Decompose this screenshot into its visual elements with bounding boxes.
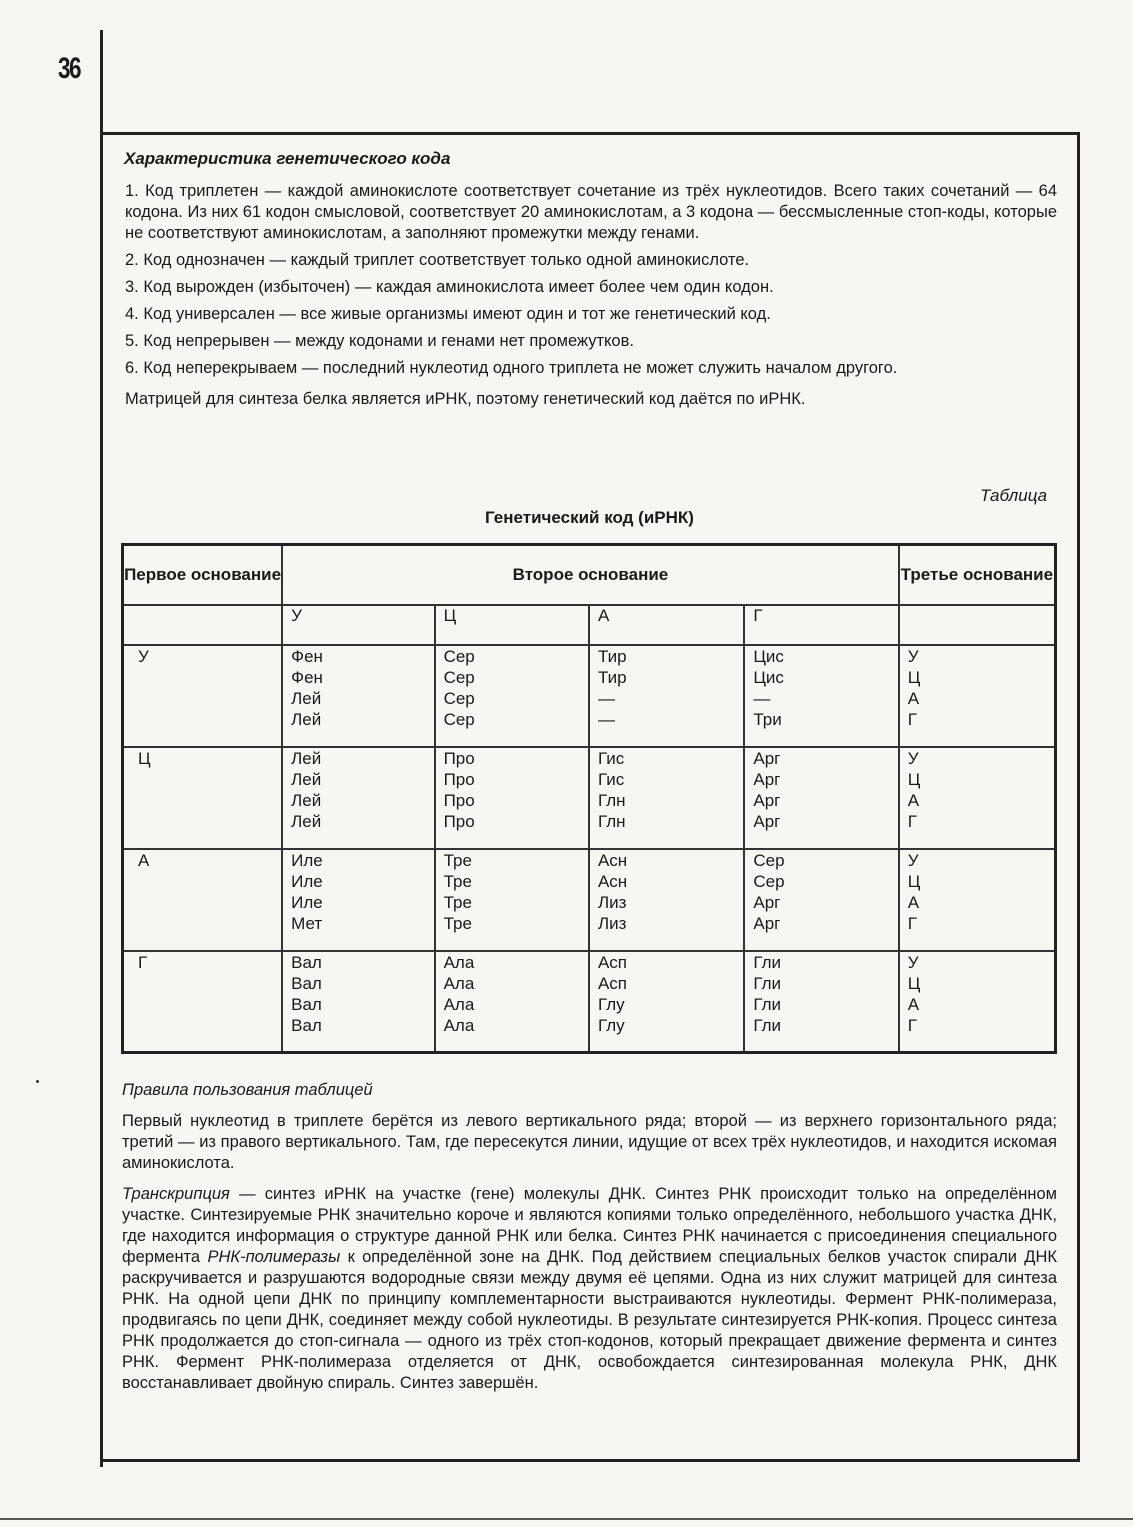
amino-acid: Глу [597, 1015, 625, 1035]
amino-acid-cell-u [282, 747, 434, 849]
first-base-cell: Г [123, 951, 283, 1053]
amino-acid: Гли [753, 994, 782, 1014]
first-base-cell: А [123, 849, 283, 951]
amino-acid: Тре [443, 871, 472, 891]
table-title: Генетический код (иРНК) [485, 508, 694, 527]
third-base: У [907, 850, 919, 870]
amino-acid: Ала [443, 952, 475, 972]
amino-acid: Мет [291, 913, 323, 933]
amino-acid: Сер [753, 850, 785, 870]
amino-acid: Лиз [597, 892, 627, 912]
third-base: Г [907, 1015, 917, 1035]
amino-acid: Лей [291, 748, 322, 768]
second-base-row [123, 605, 1056, 645]
third-base-cell [899, 747, 1056, 849]
table-row [123, 849, 1056, 951]
amino-acid: — [597, 688, 615, 708]
second-base-g: Г [744, 605, 898, 645]
amino-acid: Гли [753, 1015, 782, 1035]
amino-acid: Цис [753, 667, 784, 687]
amino-acid-cell-a [589, 645, 744, 747]
amino-acid: Тре [443, 850, 472, 870]
amino-acid: Про [443, 748, 475, 768]
second-base-c: Ц [435, 605, 589, 645]
header-second-base: Второе основание [282, 545, 899, 605]
table-header-row [123, 545, 1056, 605]
amino-acid-cell-a [589, 951, 744, 1053]
amino-acid: Асп [597, 973, 628, 993]
amino-acid: Сер [443, 709, 475, 729]
empty-cell [123, 605, 283, 645]
property-4: 4. Код универсален — все живые организмы имеют один и тот же генетический код. [125, 305, 771, 323]
rules-title: Правила пользования таблицей [122, 1081, 373, 1099]
amino-acid: Вал [291, 1015, 322, 1035]
amino-acid-cell-u [282, 645, 434, 747]
property-1: 1. Код триплетен — каждой аминокислоте соответствует сочетание из трёх нуклеотидов. Всего таких сочетаний — 64 кодона. Из них 61 кодон смысловой, соответствует 20 аминокислотам, а 3 кодона — бессмысленные стоп-коды, которые не соответствуют аминокислотам, а заполняют промежутки между генами. [125, 182, 1057, 242]
table-row [123, 747, 1056, 849]
amino-acid: Лей [291, 811, 322, 831]
third-base: Ц [907, 871, 921, 891]
property-5: 5. Код непрерывен — между кодонами и генами нет промежутков. [125, 332, 634, 350]
amino-acid-cell-u [282, 849, 434, 951]
third-base: Г [907, 709, 917, 729]
amino-acid: Фен [291, 667, 323, 687]
amino-acid: Арг [753, 811, 781, 831]
characteristics-section [122, 148, 1057, 410]
third-base: Ц [907, 973, 921, 993]
empty-cell [899, 605, 1056, 645]
amino-acid-cell-g [744, 849, 898, 951]
third-base-cell [899, 951, 1056, 1053]
table-row [123, 645, 1056, 747]
table-row [123, 951, 1056, 1053]
amino-acid: Арг [753, 913, 781, 933]
amino-acid: Вал [291, 952, 322, 972]
third-base: Ц [907, 667, 921, 687]
amino-acid: Вал [291, 973, 322, 993]
amino-acid: Лей [291, 688, 322, 708]
genetic-code-table [121, 543, 1057, 1054]
amino-acid: Асп [597, 952, 628, 972]
transcription-text-2: к определённой зоне на ДНК. Под действием специальных белков участок спирали ДНК раскручивается и разрушаются водородные связи между двумя её цепями. Одна из них служит матрицей для синтеза РНК. На одной цепи ДНК по принципу комплементарности выстраиваются нуклеотиды. Фермент РНК-полимераза, продвигаясь по цепи ДНК, соединяет между собой нуклеотиды. В результате синтезируется РНК-копия. Процесс синтеза РНК продолжается до стоп-сигнала — одного из трёх стоп-кодонов, который прекращает движение фермента и синтез РНК. Фермент РНК-полимераза отделяется от ДНК, освобождается синтезированная молекула РНК, ДНК восстанавливает двойную спираль. Синтез завершён. [122, 1248, 1057, 1392]
amino-acid: — [597, 709, 615, 729]
amino-acid: Про [443, 769, 475, 789]
amino-acid-cell-g [744, 951, 898, 1053]
amino-acid: Тир [597, 667, 627, 687]
amino-acid-cell-c [435, 645, 589, 747]
amino-acid: Арг [753, 769, 781, 789]
first-base-cell: У [123, 645, 283, 747]
property-6: 6. Код неперекрываем — последний нуклеотид одного триплета не может служить началом другого. [125, 359, 898, 377]
amino-acid: Глн [597, 811, 626, 831]
scan-speck [36, 1080, 39, 1083]
header-third-base: Третье основание [899, 545, 1056, 605]
third-base-cell [899, 645, 1056, 747]
amino-acid: Гли [753, 973, 782, 993]
table-body [123, 645, 1056, 1053]
section-title: Характеристика генетического кода [124, 149, 451, 168]
transcription-term: Транскрипция [122, 1185, 230, 1203]
third-base: А [907, 892, 920, 912]
amino-acid-cell-g [744, 645, 898, 747]
third-base: Ц [907, 769, 921, 789]
amino-acid: Асн [597, 871, 628, 891]
amino-acid: Сер [443, 688, 475, 708]
third-base: А [907, 994, 920, 1014]
amino-acid: Арг [753, 748, 781, 768]
amino-acid: Лей [291, 769, 322, 789]
amino-acid: Про [443, 811, 475, 831]
bottom-rule [0, 1518, 1133, 1520]
amino-acid: Сер [443, 646, 475, 666]
third-base: У [907, 952, 919, 972]
amino-acid: Сер [443, 667, 475, 687]
transcription-paragraph [122, 1184, 1057, 1394]
amino-acid: Три [753, 709, 782, 729]
amino-acid: Тре [443, 913, 472, 933]
third-base: У [907, 646, 919, 666]
third-base-cell [899, 849, 1056, 951]
second-base-u: У [282, 605, 434, 645]
amino-acid: Тир [597, 646, 627, 666]
amino-acid: Иле [291, 892, 323, 912]
amino-acid: Асн [597, 850, 628, 870]
amino-acid-cell-a [589, 747, 744, 849]
third-base: Г [907, 811, 917, 831]
amino-acid-cell-a [589, 849, 744, 951]
matrix-note: Матрицей для синтеза белка является иРНК, поэтому генетический код даётся по иРНК. [125, 390, 806, 408]
amino-acid: Лей [291, 790, 322, 810]
amino-acid: Ала [443, 973, 475, 993]
amino-acid: Иле [291, 871, 323, 891]
amino-acid: Лей [291, 709, 322, 729]
amino-acid: Иле [291, 850, 323, 870]
rules-section [122, 1080, 1057, 1394]
amino-acid: Арг [753, 790, 781, 810]
third-base: Г [907, 913, 917, 933]
page-number: 36 [58, 52, 81, 85]
header-first-base: Первое основание [123, 545, 283, 605]
amino-acid: Арг [753, 892, 781, 912]
amino-acid: Глу [597, 994, 625, 1014]
amino-acid: Фен [291, 646, 323, 666]
amino-acid-cell-c [435, 747, 589, 849]
amino-acid: Тре [443, 892, 472, 912]
third-base: А [907, 688, 920, 708]
second-base-a: А [589, 605, 744, 645]
amino-acid-cell-g [744, 747, 898, 849]
table-label: Таблица [980, 486, 1048, 505]
amino-acid-cell-u [282, 951, 434, 1053]
amino-acid: Про [443, 790, 475, 810]
transcription-text-1: — синтез иРНК на участке (гене) молекулы ДНК. Синтез РНК происходит только на определённом участке. Синтезируемые РНК значительно короче и являются копиями только определённого, небольшого участка ДНК, где находится информация о структуре данной РНК или белка. Синтез РНК начинается с присоединения специального фермента [122, 1185, 1057, 1266]
amino-acid: Цис [753, 646, 784, 666]
amino-acid: Вал [291, 994, 322, 1014]
amino-acid: Глн [597, 790, 626, 810]
property-3: 3. Код вырожден (избыточен) — каждая аминокислота имеет более чем один кодон. [125, 278, 774, 296]
first-base-cell: Ц [123, 747, 283, 849]
amino-acid: Лиз [597, 913, 627, 933]
amino-acid: Сер [753, 871, 785, 891]
amino-acid: Ала [443, 994, 475, 1014]
third-base: У [907, 748, 919, 768]
amino-acid: Гис [597, 748, 625, 768]
amino-acid: Гли [753, 952, 782, 972]
rules-text: Первый нуклеотид в триплете берётся из левого вертикального ряда; второй — из верхнего горизонтального ряда; третий — из правого вертикального. Там, где пересекутся линии, идущие от всех трёх нуклеотидов, и находится искомая аминокислота. [122, 1112, 1057, 1172]
amino-acid-cell-c [435, 849, 589, 951]
amino-acid-cell-c [435, 951, 589, 1053]
amino-acid: Гис [597, 769, 625, 789]
amino-acid: — [753, 688, 771, 708]
third-base: А [907, 790, 920, 810]
amino-acid: Ала [443, 1015, 475, 1035]
enzyme-term: РНК-полимеразы [207, 1248, 341, 1266]
property-2: 2. Код однозначен — каждый триплет соответствует только одной аминокислоте. [125, 251, 750, 269]
